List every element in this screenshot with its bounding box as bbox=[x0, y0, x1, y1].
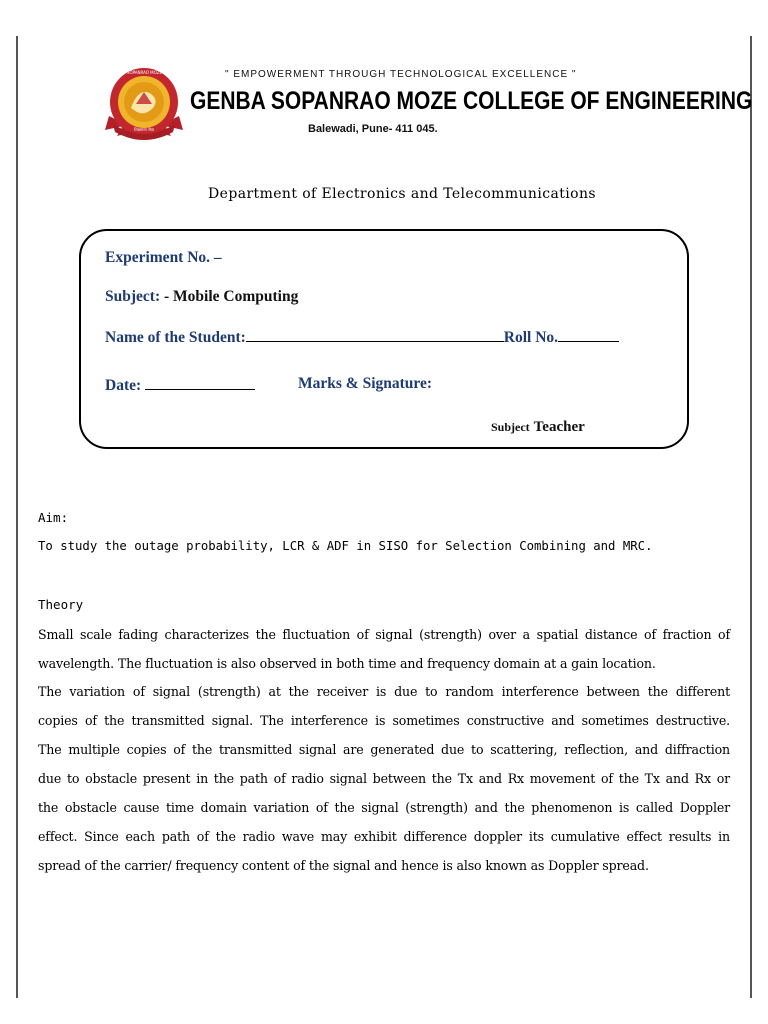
theory-heading: Theory bbox=[38, 597, 84, 612]
college-logo bbox=[103, 64, 185, 144]
theory-line: wavelength. The fluctuation is also observed in both time and frequency domain at a gain location. bbox=[38, 656, 656, 671]
theory-line: spread of the carrier/ frequency content of the signal and hence is also known as Doppler spread. bbox=[38, 858, 649, 873]
college-motto: " EMPOWERMENT THROUGH TECHNOLOGICAL EXCELLENCE " bbox=[225, 69, 577, 80]
college-name: GENBA SOPANRAO MOZE COLLEGE OF ENGINEERING bbox=[190, 88, 753, 116]
subject-value: - Mobile Computing bbox=[163, 288, 299, 305]
subject-label: Subject: bbox=[105, 288, 161, 305]
date-line bbox=[105, 375, 255, 395]
page-border-right bbox=[750, 36, 752, 998]
subject-line bbox=[105, 288, 298, 306]
experiment-number-label: Experiment No. – bbox=[105, 249, 222, 266]
roll-number-label: Roll No. bbox=[503, 329, 559, 346]
theory-line: due to obstacle present in the path of radio signal between the Tx and Rx movement of the Tx and Rx or bbox=[38, 771, 730, 786]
theory-line: effect. Since each path of the radio wave may exhibit difference doppler its cumulative effect results in bbox=[38, 829, 730, 844]
student-name-line bbox=[105, 327, 619, 347]
student-name-label: Name of the Student: bbox=[105, 329, 246, 346]
marks-signature-label: Marks & Signature: bbox=[298, 375, 433, 392]
aim-heading: Aim: bbox=[38, 510, 69, 525]
teacher-small-label: Subject bbox=[491, 420, 530, 434]
subject-teacher-label bbox=[491, 418, 585, 436]
college-address: Balewadi, Pune- 411 045. bbox=[308, 123, 438, 135]
date-label: Date: bbox=[105, 377, 142, 394]
logo-text: GENBA SOPANRAO MOZE TRUST bbox=[111, 70, 177, 75]
theory-line: copies of the transmitted signal. The interference is sometimes constructive and sometimes destructive. bbox=[38, 713, 730, 728]
theory-line: the obstacle cause time domain variation of the signal (strength) and the phenomenon is called Doppler bbox=[38, 800, 730, 815]
student-name-field[interactable] bbox=[246, 327, 504, 342]
logo-motto: शिक्षणाय सेवा bbox=[133, 127, 155, 132]
theory-line: Small scale fading characterizes the fluctuation of signal (strength) over a spatial distance of fraction of bbox=[38, 627, 730, 642]
department-title: Department of Electronics and Telecommunications bbox=[208, 186, 596, 202]
page-border-left bbox=[16, 36, 18, 998]
date-field[interactable] bbox=[145, 375, 255, 390]
teacher-big-label: Teacher bbox=[533, 419, 585, 435]
aim-text: To study the outage probability, LCR & ADF in SISO for Selection Combining and MRC. bbox=[38, 539, 653, 553]
theory-line: The multiple copies of the transmitted signal are generated due to scattering, reflection, and diffraction bbox=[38, 742, 730, 757]
theory-line: The variation of signal (strength) at the receiver is due to random interference between the different bbox=[38, 684, 730, 699]
roll-number-field[interactable] bbox=[558, 327, 619, 342]
